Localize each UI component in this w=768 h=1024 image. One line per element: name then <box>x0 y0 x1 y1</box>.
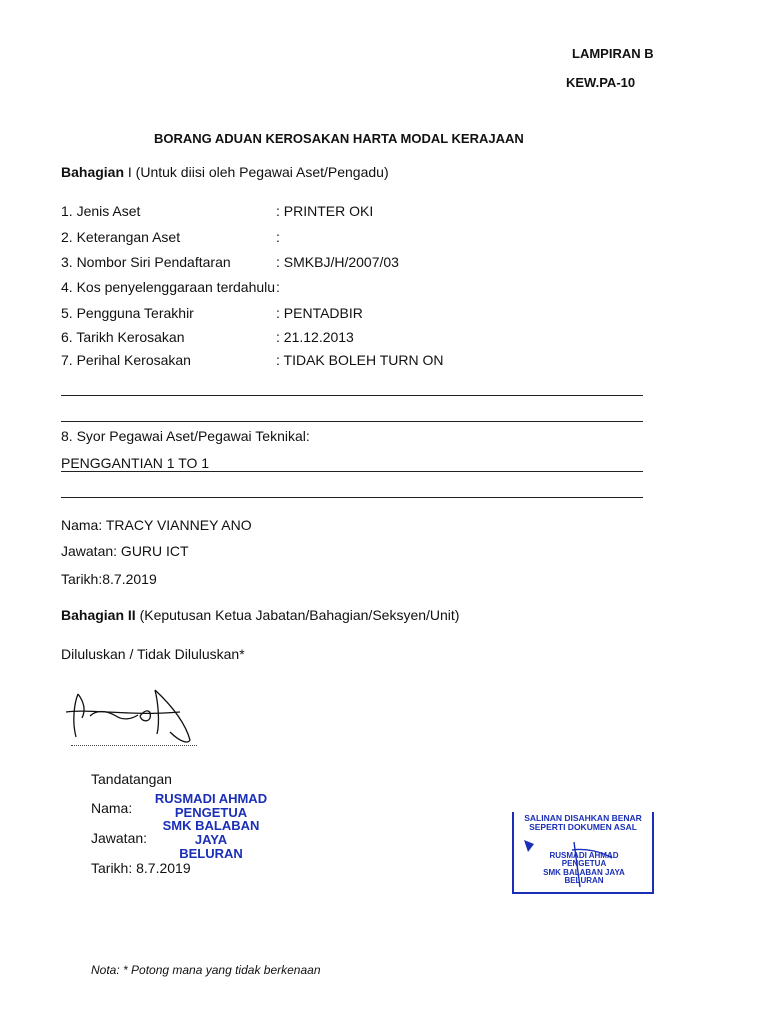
complainant-date: Tarikh:8.7.2019 <box>61 571 157 587</box>
part2-desc: (Keputusan Ketua Jabatan/Bahagian/Seksyen/Unit) <box>135 607 460 623</box>
signature-image <box>60 682 210 748</box>
item-label: 2. Keterangan Aset <box>61 229 181 245</box>
item-value: : SMKBJ/H/2007/03 <box>276 254 399 270</box>
stamp-line: BELURAN <box>564 876 604 886</box>
part1-label: Bahagian <box>61 164 125 180</box>
item-value: : PRINTER OKI <box>276 203 374 219</box>
item-label: 1. Jenis Aset <box>61 203 141 219</box>
signature-line <box>71 745 197 746</box>
part1-num: I <box>124 164 132 180</box>
part1-heading <box>61 164 389 180</box>
stamp-line: SMK BALABAN JAYA <box>162 818 260 847</box>
item-value: : <box>276 229 280 245</box>
complainant-name: Nama: TRACY VIANNEY ANO <box>61 517 252 533</box>
item-label: 3. Nombor Siri Pendaftaran <box>61 254 231 270</box>
lampiran-label: LAMPIRAN B <box>572 46 654 61</box>
stamp-line: RUSMADI AHMAD <box>549 851 619 860</box>
decision-text: Diluluskan / Tidak Diluluskan* <box>61 646 245 662</box>
page-title: BORANG ADUAN KEROSAKAN HARTA MODAL KERAJAAN <box>154 131 524 146</box>
item-label: 4. Kos penyelenggaraan terdahulu <box>61 279 276 295</box>
item-label: 7. Perihal Kerosakan <box>61 352 191 368</box>
footnote: Nota: * Potong mana yang tidak berkenaan <box>91 963 321 977</box>
divider-line <box>61 421 643 422</box>
signature-label: Tandatangan <box>91 771 172 787</box>
stamp-line: SALINAN DISAHKAN BENAR <box>524 813 642 823</box>
divider-line <box>61 471 643 472</box>
approver-name-label: Nama: <box>91 800 133 816</box>
stamp-line: SMK BALABAN JAYA <box>543 867 625 877</box>
item-value: : 21.12.2013 <box>276 329 354 345</box>
divider-line <box>61 395 643 396</box>
stamp-line: BELURAN <box>179 845 243 861</box>
item-value: : TIDAK BOLEH TURN ON <box>276 352 444 368</box>
divider-line <box>61 497 643 498</box>
part2-label: Bahagian II <box>61 607 136 623</box>
item-value: : PENTADBIR <box>276 305 363 321</box>
syor-value: PENGGANTIAN 1 TO 1 <box>61 455 210 471</box>
stamp-line: PENGETUA <box>174 804 248 820</box>
approver-position-label: Jawatan: <box>91 830 148 846</box>
stamp-signature-image <box>512 812 652 894</box>
syor-label: 8. Syor Pegawai Aset/Pegawai Teknikal: <box>61 428 310 444</box>
stamp-line: SEPERTI DOKUMEN ASAL <box>529 821 637 832</box>
part2-heading <box>61 607 459 623</box>
form-code: KEW.PA-10 <box>566 75 636 90</box>
complainant-position: Jawatan: GURU ICT <box>61 543 189 559</box>
item-value: : <box>276 279 280 295</box>
stamp-line: RUSMADI AHMAD <box>154 791 268 806</box>
principal-stamp <box>146 792 276 860</box>
approver-date: Tarikh: 8.7.2019 <box>91 860 191 876</box>
item-label: 5. Pengguna Terakhir <box>61 305 194 321</box>
stamp-line: PENGETUA <box>561 859 607 869</box>
item-label: 6. Tarikh Kerosakan <box>61 329 185 345</box>
part1-desc: (Untuk diisi oleh Pegawai Aset/Pengadu) <box>131 164 389 180</box>
